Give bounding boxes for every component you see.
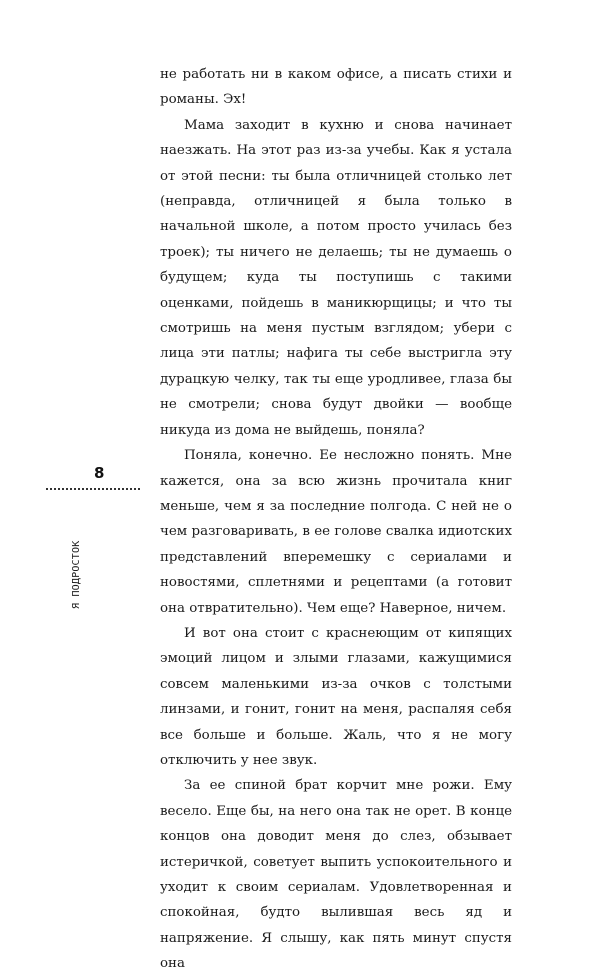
dotted-rule [46, 488, 140, 490]
paragraph-4: И вот она стоит с краснеющим от кипящих эмоций лицом и злыми глазами, кажущимися совсем маленькими из-за очков с толстыми линзами, и гонит, гонит на меня, распаляя себя все больше и больше. Жаль, что я не могу отключить у нее звук. [160, 625, 512, 768]
paragraph-3: Поняла, конечно. Ее несложно понять. Мне кажется, она за всю жизнь прочитала книг меньше, чем я за последние полгода. С ней не о чем разговаривать, в ее голове свалка идиотских представлений вперемешку с сериалами и новостями, сплетнями и рецептами (а готовит она отвратительно). Чем еще? Наверное, ничем. [160, 448, 512, 616]
paragraph-2: Мама заходит в кухню и снова начинает наезжать. На этот раз из-за учебы. Как я устала от этой песни: ты была отличницей столько лет (неправда, отличницей я была только в начальной школе, а потом просто училась без троек); ты ничего не делаешь; ты не думаешь о будущем; куда ты поступишь с такими оценками, пойдешь в маникюрщицы; и что ты смотришь на меня пустым взглядом; убери с лица эти патлы; нафига ты себе выстригла эту дурацкую челку, так ты еще уродливее, глаза бы не смотрели; снова будут двойки — вообще никуда из дома не выйдешь, поняла? [160, 117, 512, 438]
body-text [160, 62, 512, 977]
paragraph-5: За ее спиной брат корчит мне рожи. Ему весело. Еще бы, на него она так не орет. В конце концов она доводит меня до слез, обзывает истеричкой, советует выпить успокоительного и уходит к своим сериалам. Удовлетворенная и спокойная, будто вылившая весь яд и напряжение. Я слышу, как пять минут спустя она [160, 778, 512, 972]
page-number: 8 [94, 464, 105, 482]
paragraph-1: не работать ни в каком офисе, а писать стихи и романы. Эх! [160, 67, 512, 108]
page-margin-block [46, 464, 140, 609]
running-head: Я ПОДРОСТОК [71, 540, 82, 609]
